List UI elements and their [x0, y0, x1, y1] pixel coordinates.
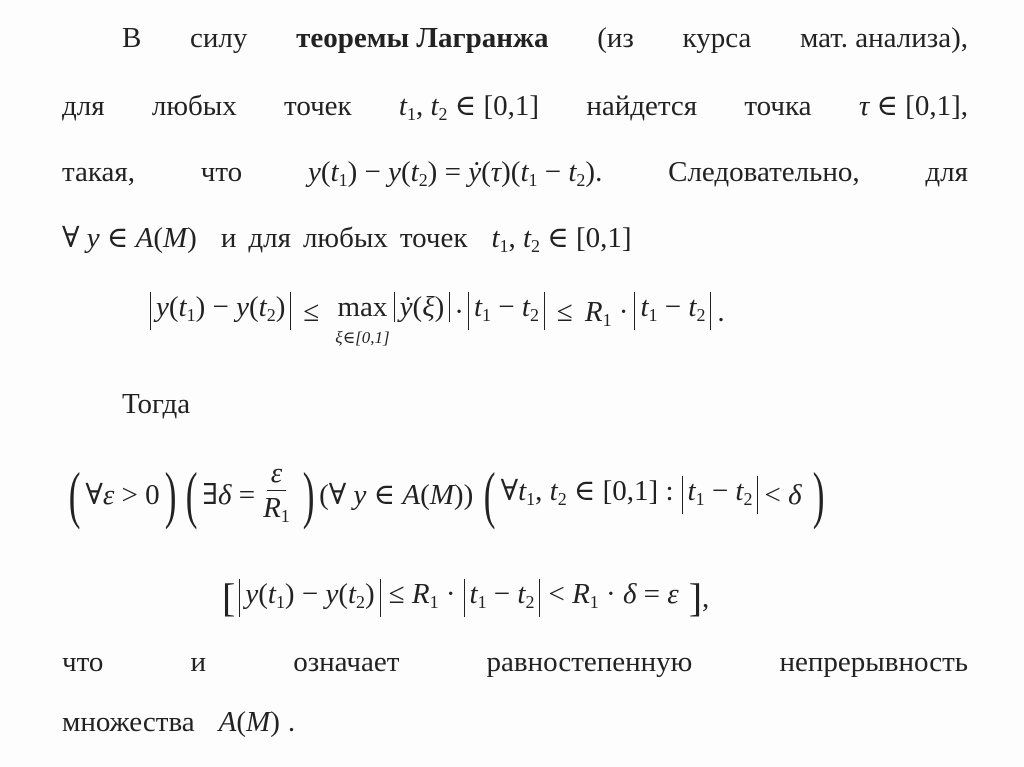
word: точек: [284, 90, 352, 122]
formula-conclusion: [ $y(t_1) - y(t_2)$ ≤ $R_1$ · $t_1 - t_2$ < $R_1 \cdot \delta = \varepsilon$ ] ,: [222, 575, 710, 621]
word: В: [122, 22, 142, 54]
word: (из: [597, 22, 634, 54]
word: любых: [302, 222, 388, 254]
word: мат. анализа),: [799, 22, 968, 54]
word: точек: [399, 222, 468, 254]
max-operator: max ξ∈[0,1]: [335, 291, 390, 347]
word: означает: [293, 646, 400, 678]
word: что: [62, 646, 104, 678]
text-togda: [122, 384, 1024, 424]
word: точка: [744, 90, 812, 122]
text-line-3: [62, 152, 968, 200]
word: любых: [151, 90, 237, 122]
text-line-4: [62, 218, 968, 266]
abs-diff: $y(t_1) - y(t_2)$: [150, 292, 291, 330]
word: найдется: [586, 90, 698, 122]
formula-tau: τ ∈ [0,1],: [858, 90, 968, 122]
word: для: [62, 90, 105, 122]
formula-points-2: $t_1$, $t_2$ ∈ [0,1]: [491, 222, 632, 257]
word: Тогда: [122, 388, 191, 420]
text-line-final-2: множества A(M) .: [62, 702, 968, 742]
word: для: [925, 156, 968, 188]
word: силу: [190, 22, 248, 54]
word: курса: [682, 22, 752, 54]
fraction-eps-r: $\frac{\varepsilon}{R_1}$: [263, 457, 290, 527]
word: что: [200, 156, 243, 188]
text-line-final-1: [62, 642, 968, 682]
formula-set: A(M): [218, 706, 280, 738]
word: и: [190, 646, 207, 678]
formula-equicontinuity: ( ∀ε > 0 ) ( ∃δ = $\frac{\varepsilon}{R_1}$ ) (∀ y ∈ A(M)) ( $\forall t_1$, $t_2$ ∈ [0,1] : $t_1 - t_2$ < δ ): [64, 450, 964, 540]
word: такая,: [62, 156, 136, 188]
word: и: [220, 222, 237, 254]
text-line-1: [122, 18, 968, 58]
text-line-2: [62, 86, 968, 134]
formula-forall-y: ∀ y ∈ A(M): [62, 222, 197, 254]
word: Следовательно,: [668, 156, 860, 188]
word: равностепенную: [486, 646, 693, 678]
formula-mean-value: $y(t_1) - y(t_2)$ = $ẏ(\tau)(t_1 - t_2)$.: [307, 156, 603, 191]
formula-inequality: $y(t_1) - y(t_2)$ ≤ max ξ∈[0,1] ẏ(ξ) · $t_1 - t_2$ ≤ $R_1$ · $t_1 - t_2$ .: [150, 292, 910, 348]
formula-points: $t_1$, $t_2$ ∈ [0,1]: [398, 90, 540, 125]
theorem-name: теоремы Лагранжа: [296, 22, 549, 54]
word: для: [248, 222, 291, 254]
word: непрерывность: [779, 646, 968, 678]
word: множества: [62, 706, 195, 738]
